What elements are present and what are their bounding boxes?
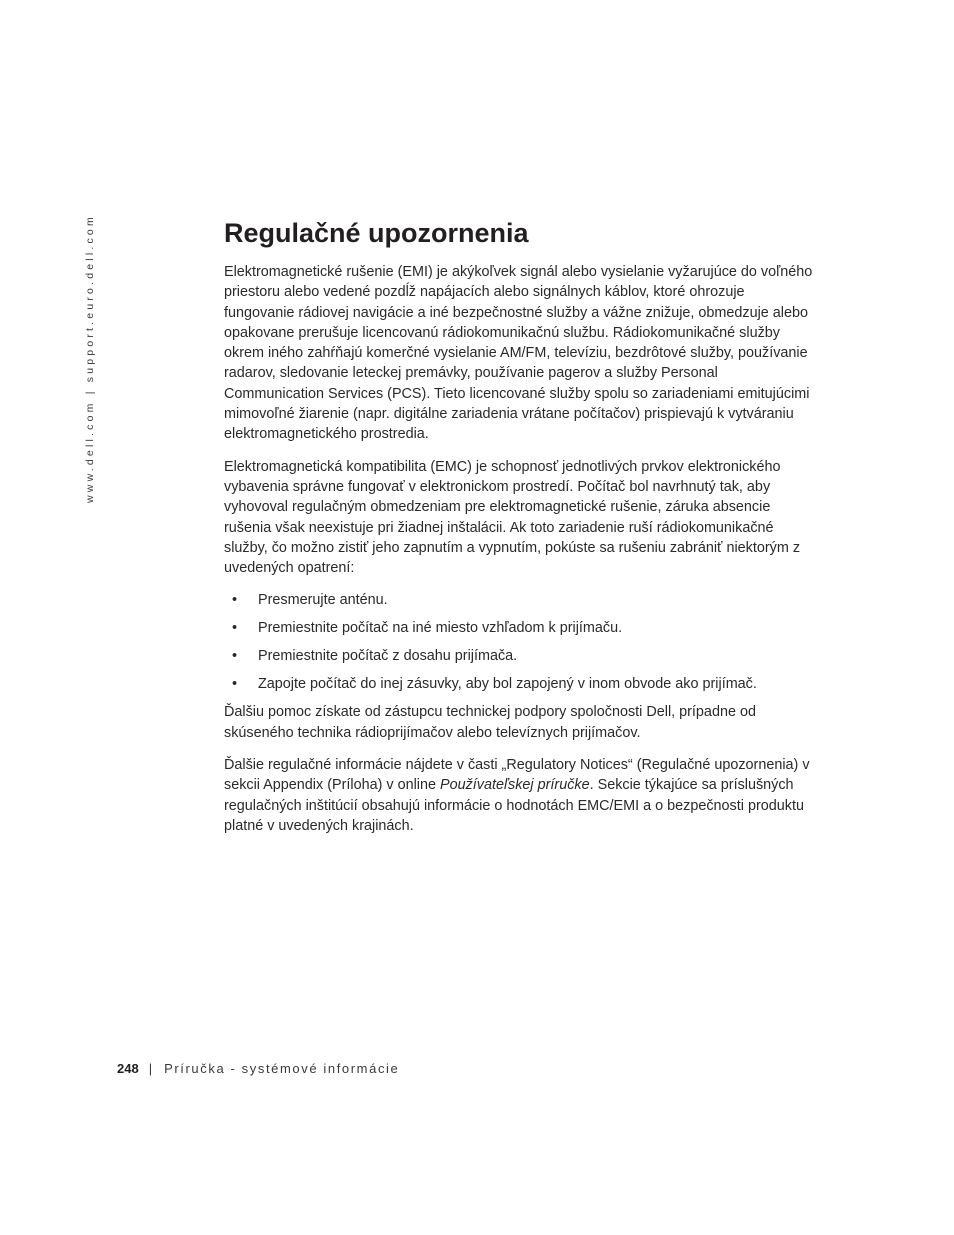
regulatory-text-end: . Sekcie týkajúce sa príslušných regulačných inštitúcií obsahujú informácie o hodnotách EMC/EMI a o bezpečnosti produktu platné v uvedených krajinách. <box>224 777 804 834</box>
footer-separator: | <box>148 1061 153 1076</box>
bullet-icon: • <box>232 648 238 665</box>
paragraph-regulatory-info <box>224 755 814 836</box>
list-item <box>224 590 814 610</box>
page-number: 248 <box>117 1061 139 1076</box>
bullet-icon: • <box>232 620 238 637</box>
regulatory-text-start: Ďalšie regulačné informácie nájdete v časti „Regulatory Notices“ (Regulačné upozornenia) v sekcii Appendix (Príloha) v online <box>224 757 810 794</box>
list-item-text: Presmerujte anténu. <box>258 592 388 609</box>
paragraph-emi: Elektromagnetické rušenie (EMI) je akýkoľvek signál alebo vysielanie vyžarujúce do voľného priestoru alebo vedené pozdĺž napájacích alebo signálnych káblov, ktoré ohrozuje fungovanie rádiovej navigácie a iné bezpečnostné služby a vážne znižuje, obmedzuje alebo opakovane prerušuje licencovanú rádiokomunikačnú službu. Rádiokomunikačné služby okrem iného zahŕňajú komerčné vysielanie AM/FM, televíziu, bezdrôtové služby, používanie radarov, sledovanie leteckej premávky, používanie pagerov a služby Personal Communication Services (PCS). Tieto licencované služby spolu so zariadeniami emitujúcimi mimovoľné žiarenie (napr. digitálne zariadenia vrátane počítačov) prispievajú k vytváraniu elektromagnetického prostredia. <box>224 264 813 443</box>
main-content <box>224 214 814 848</box>
sidebar-url-text: www.dell.com | support.euro.dell.com <box>84 214 96 503</box>
page-footer <box>117 1061 399 1076</box>
bullet-icon: • <box>232 676 238 693</box>
user-guide-reference: Používateľskej príručke <box>439 777 590 794</box>
list-item-text: Premiestnite počítač z dosahu prijímača. <box>258 648 518 665</box>
document-title: Príručka - systémové informácie <box>164 1061 400 1076</box>
bullet-icon: • <box>232 592 238 609</box>
list-item <box>224 646 814 666</box>
page-title: Regulačné upozornenia <box>224 218 529 248</box>
list-item <box>224 618 814 638</box>
list-item-text: Zapojte počítač do inej zásuvky, aby bol zapojený v inom obvode ako prijímač. <box>258 676 757 693</box>
paragraph-emc: Elektromagnetická kompatibilita (EMC) je schopnosť jednotlivých prvkov elektronického vybavenia správne fungovať v elektronickom prostredí. Počítač bol navrhnutý tak, aby vyhovoval regulačným obmedzeniam pre elektromagnetické rušenie, záruka absencie rušenia však neexistuje pri žiadnej inštalácii. Ak toto zariadenie ruší rádiokomunikačné služby, čo možno zistiť jeho zapnutím a vypnutím, pokúste sa rušeniu zabrániť niektorým z uvedených opatrení: <box>224 458 801 577</box>
paragraph-support: Ďalšiu pomoc získate od zástupcu technickej podpory spoločnosti Dell, prípadne od skúseného technika rádioprijímačov alebo televíznych prijímačov. <box>224 704 756 741</box>
list-item-text: Premiestnite počítač na iné miesto vzhľadom k prijímaču. <box>258 620 623 637</box>
measures-list <box>224 590 814 694</box>
list-item <box>224 674 814 694</box>
